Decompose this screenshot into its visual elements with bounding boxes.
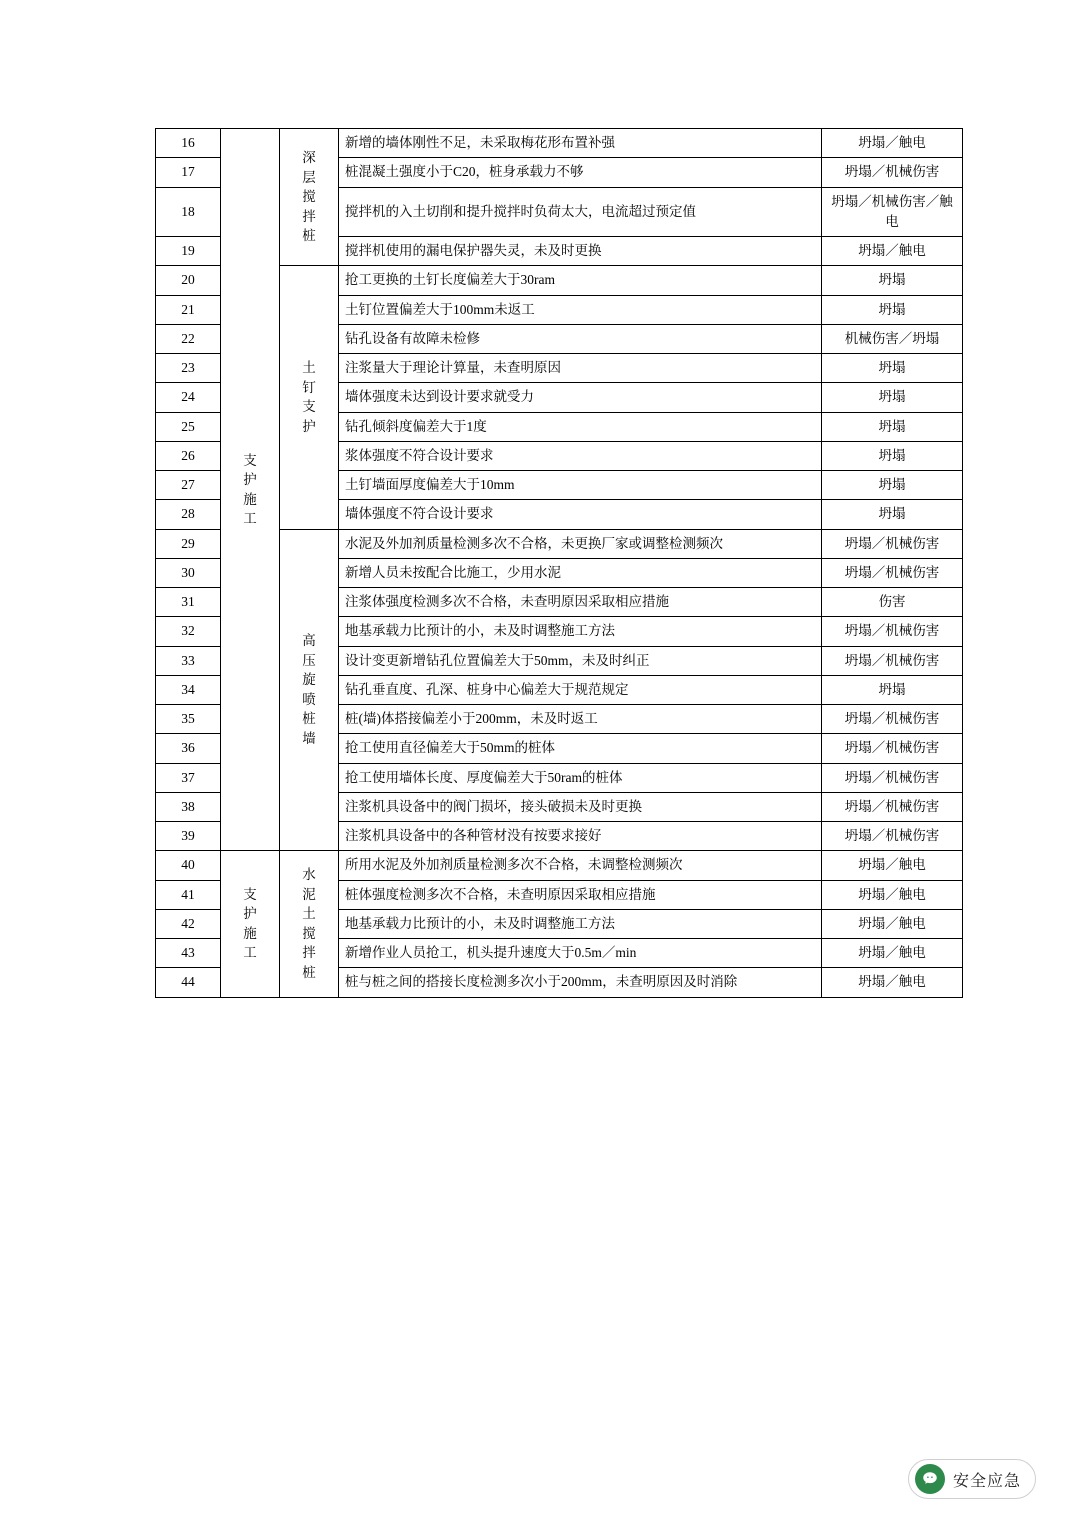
row-number: 27 (156, 471, 221, 500)
risk-type: 坍塌／机械伤害 (822, 158, 963, 187)
row-number: 42 (156, 909, 221, 938)
row-number: 31 (156, 588, 221, 617)
row-number: 26 (156, 441, 221, 470)
risk-type: 坍塌 (822, 675, 963, 704)
risk-type: 坍塌／机械伤害 (822, 705, 963, 734)
risk-type: 坍塌 (822, 383, 963, 412)
hazard-description: 水泥及外加剂质量检测多次不合格，未更换厂家或调整检测频次 (339, 529, 822, 558)
hazard-description: 搅拌机的入土切削和提升搅拌时负荷太大，电流超过预定值 (339, 187, 822, 237)
risk-type: 坍塌 (822, 295, 963, 324)
hazard-description: 地基承载力比预计的小，未及时调整施工方法 (339, 617, 822, 646)
hazard-description: 注浆体强度检测多次不合格，未查明原因采取相应措施 (339, 588, 822, 617)
risk-type: 坍塌／机械伤害／触电 (822, 187, 963, 237)
hazard-description: 搅拌机使用的漏电保护器失灵，未及时更换 (339, 237, 822, 266)
row-number: 28 (156, 500, 221, 529)
risk-type: 伤害 (822, 588, 963, 617)
hazard-description: 钻孔垂直度、孔深、桩身中心偏差大于规范规定 (339, 675, 822, 704)
hazard-description: 抢工使用墙体长度、厚度偏差大于50ram的桩体 (339, 763, 822, 792)
risk-type: 坍塌／触电 (822, 968, 963, 997)
row-number: 23 (156, 354, 221, 383)
badge-label: 安全应急 (952, 1472, 1021, 1490)
row-number: 18 (156, 187, 221, 237)
risk-type: 坍塌／机械伤害 (822, 646, 963, 675)
risk-type: 坍塌／触电 (822, 909, 963, 938)
risk-type: 坍塌／机械伤害 (822, 558, 963, 587)
group-label: 支 护 施 工 (243, 452, 257, 527)
row-number: 44 (156, 968, 221, 997)
hazard-description: 钻孔设备有故障未检修 (339, 324, 822, 353)
risk-type: 坍塌／触电 (822, 851, 963, 880)
row-number: 41 (156, 880, 221, 909)
subgroup-label-cell (280, 266, 339, 529)
table-body (156, 129, 963, 998)
footer-badge (908, 1459, 1036, 1499)
subgroup-label: 高 压 旋 喷 桩 墙 (302, 633, 316, 746)
row-number: 34 (156, 675, 221, 704)
hazard-description: 新增人员未按配合比施工，少用水泥 (339, 558, 822, 587)
hazard-description: 钻孔倾斜度偏差大于1度 (339, 412, 822, 441)
hazard-description: 所用水泥及外加剂质量检测多次不合格，未调整检测频次 (339, 851, 822, 880)
risk-type: 坍塌／机械伤害 (822, 822, 963, 851)
row-number: 33 (156, 646, 221, 675)
risk-type: 坍塌／触电 (822, 129, 963, 158)
table-row (156, 129, 963, 158)
subgroup-label: 深 层 搅 拌 桩 (302, 150, 316, 244)
group-label-cell (221, 851, 280, 997)
row-number: 24 (156, 383, 221, 412)
risk-type: 坍塌／机械伤害 (822, 529, 963, 558)
row-number: 40 (156, 851, 221, 880)
risk-type: 坍塌／机械伤害 (822, 617, 963, 646)
row-number: 21 (156, 295, 221, 324)
row-number: 35 (156, 705, 221, 734)
row-number: 30 (156, 558, 221, 587)
row-number: 32 (156, 617, 221, 646)
chat-bubble-icon (915, 1464, 945, 1494)
hazard-description: 地基承载力比预计的小，未及时调整施工方法 (339, 909, 822, 938)
hazard-description: 注浆机具设备中的各种管材没有按要求接好 (339, 822, 822, 851)
row-number: 36 (156, 734, 221, 763)
risk-type: 机械伤害／坍塌 (822, 324, 963, 353)
risk-hazard-table (155, 128, 963, 998)
row-number: 17 (156, 158, 221, 187)
hazard-description: 桩与桩之间的搭接长度检测多次小于200mm，未查明原因及时消除 (339, 968, 822, 997)
row-number: 25 (156, 412, 221, 441)
row-number: 20 (156, 266, 221, 295)
subgroup-label-cell (280, 129, 339, 266)
hazard-description: 设计变更新增钻孔位置偏差大于50mm，未及时纠正 (339, 646, 822, 675)
hazard-description: 注浆机具设备中的阀门损坏，接头破损未及时更换 (339, 792, 822, 821)
risk-type: 坍塌 (822, 441, 963, 470)
group-label: 支 护 施 工 (243, 886, 257, 961)
hazard-description: 抢工使用直径偏差大于50mm的桩体 (339, 734, 822, 763)
hazard-description: 桩体强度检测多次不合格，未查明原因采取相应措施 (339, 880, 822, 909)
hazard-description: 桩混凝土强度小于C20，桩身承载力不够 (339, 158, 822, 187)
risk-type: 坍塌／机械伤害 (822, 792, 963, 821)
risk-type: 坍塌 (822, 354, 963, 383)
subgroup-label-cell (280, 851, 339, 997)
hazard-description: 墙体强度未达到设计要求就受力 (339, 383, 822, 412)
hazard-description: 新增作业人员抢工，机头提升速度大于0.5m／min (339, 939, 822, 968)
risk-type: 坍塌／触电 (822, 237, 963, 266)
hazard-description: 浆体强度不符合设计要求 (339, 441, 822, 470)
row-number: 38 (156, 792, 221, 821)
risk-type: 坍塌 (822, 266, 963, 295)
risk-type: 坍塌／机械伤害 (822, 734, 963, 763)
row-number: 16 (156, 129, 221, 158)
subgroup-label: 水 泥 土 搅 拌 桩 (302, 867, 316, 980)
hazard-description: 土钉墙面厚度偏差大于10mm (339, 471, 822, 500)
row-number: 39 (156, 822, 221, 851)
hazard-description: 新增的墙体刚性不足，未采取梅花形布置补强 (339, 129, 822, 158)
subgroup-label-cell (280, 529, 339, 851)
row-number: 43 (156, 939, 221, 968)
risk-type: 坍塌／机械伤害 (822, 763, 963, 792)
risk-type: 坍塌／触电 (822, 880, 963, 909)
risk-type: 坍塌 (822, 471, 963, 500)
table-row (156, 851, 963, 880)
row-number: 37 (156, 763, 221, 792)
group-label-cell (221, 129, 280, 851)
risk-type: 坍塌 (822, 500, 963, 529)
risk-type: 坍塌／触电 (822, 939, 963, 968)
row-number: 22 (156, 324, 221, 353)
risk-type: 坍塌 (822, 412, 963, 441)
row-number: 19 (156, 237, 221, 266)
wechat-account-badge (908, 1459, 1036, 1499)
row-number: 29 (156, 529, 221, 558)
hazard-description: 桩(墙)体搭接偏差小于200mm，未及时返工 (339, 705, 822, 734)
hazard-description: 土钉位置偏差大于100mm未返工 (339, 295, 822, 324)
hazard-description: 抢工更换的土钉长度偏差大于30ram (339, 266, 822, 295)
hazard-description: 注浆量大于理论计算量，未查明原因 (339, 354, 822, 383)
hazard-description: 墙体强度不符合设计要求 (339, 500, 822, 529)
subgroup-label: 土 钉 支 护 (302, 360, 316, 434)
